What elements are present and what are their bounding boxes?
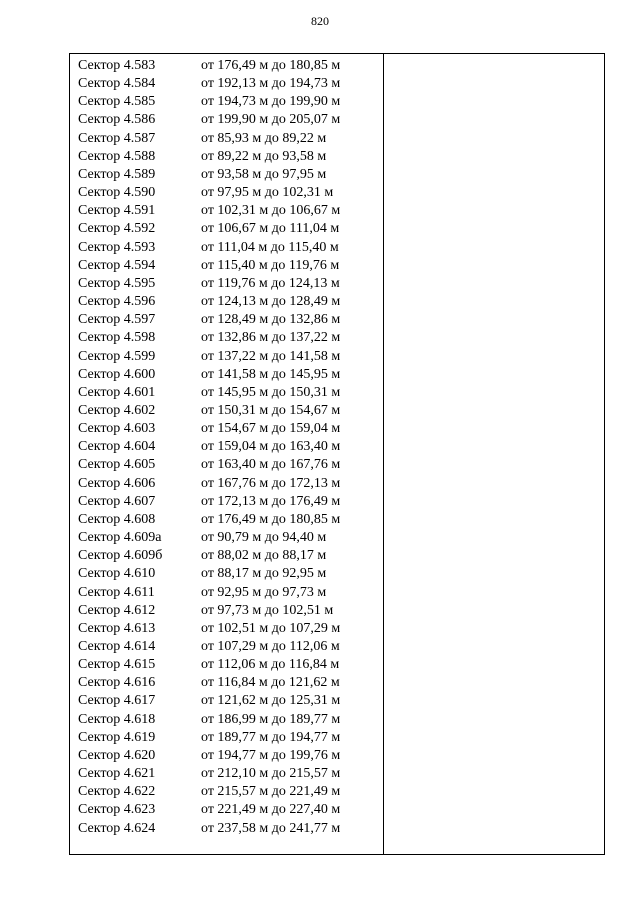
- table-row: [70, 801, 383, 819]
- sector-name: Сектор 4.599: [78, 348, 156, 364]
- sector-range: от 89,22 м до 93,58 м: [201, 148, 327, 164]
- sector-name: Сектор 4.609а: [78, 530, 162, 546]
- sector-range: от 97,73 м до 102,51 м: [201, 602, 334, 618]
- sector-range: от 163,40 м до 167,76 м: [201, 457, 341, 473]
- table-row: [70, 111, 383, 129]
- sector-range: от 124,13 м до 128,49 м: [201, 294, 341, 310]
- sector-name: Сектор 4.587: [78, 130, 156, 146]
- sector-name: Сектор 4.596: [78, 294, 156, 310]
- sector-name: Сектор 4.588: [78, 148, 156, 164]
- table-row: [70, 293, 383, 311]
- sector-range: от 237,58 м до 241,77 м: [201, 820, 341, 836]
- table-row: [70, 547, 383, 565]
- table-row: [70, 620, 383, 638]
- table-row: [70, 366, 383, 384]
- sector-name: Сектор 4.593: [78, 239, 156, 255]
- table-row: [70, 638, 383, 656]
- sector-range: от 167,76 м до 172,13 м: [201, 475, 341, 491]
- table-row: [70, 148, 383, 166]
- sector-name: Сектор 4.617: [78, 693, 156, 709]
- sector-name: Сектор 4.590: [78, 185, 156, 201]
- sector-range: от 186,99 м до 189,77 м: [201, 711, 341, 727]
- sector-name: Сектор 4.610: [78, 566, 156, 582]
- sector-range: от 212,10 м до 215,57 м: [201, 766, 341, 782]
- sector-range: от 176,49 м до 180,85 м: [201, 511, 341, 527]
- sector-name: Сектор 4.619: [78, 729, 156, 745]
- sector-name: Сектор 4.589: [78, 166, 156, 182]
- table-row: [70, 692, 383, 710]
- sector-name: Сектор 4.600: [78, 366, 156, 382]
- sector-range: от 115,40 м до 119,76 м: [201, 257, 340, 273]
- sector-range: от 141,58 м до 145,95 м: [201, 366, 341, 382]
- sector-range: от 199,90 м до 205,07 м: [201, 112, 341, 128]
- page-number: 820: [311, 14, 329, 28]
- sector-range: от 116,84 м до 121,62 м: [201, 675, 340, 691]
- sector-range: от 215,57 м до 221,49 м: [201, 784, 341, 800]
- sector-name: Сектор 4.585: [78, 94, 156, 110]
- table-row: [70, 511, 383, 529]
- table-row: [70, 783, 383, 801]
- table-row: [70, 420, 383, 438]
- sector-name: Сектор 4.603: [78, 421, 156, 437]
- sector-name: Сектор 4.605: [78, 457, 156, 473]
- sector-range: от 88,17 м до 92,95 м: [201, 566, 327, 582]
- table-row: [70, 402, 383, 420]
- sector-range: от 107,29 м до 112,06 м: [201, 639, 340, 654]
- sector-name: Сектор 4.584: [78, 76, 156, 92]
- table-row: [70, 239, 383, 257]
- sector-name: Сектор 4.621: [78, 766, 156, 782]
- sector-range: от 150,31 м до 154,67 м: [201, 402, 341, 418]
- sector-range: от 102,31 м до 106,67 м: [201, 203, 341, 219]
- sector-range: от 189,77 м до 194,77 м: [201, 729, 341, 745]
- sector-name: Сектор 4.601: [78, 384, 156, 400]
- sector-range: от 85,93 м до 89,22 м: [201, 130, 327, 146]
- table-row: [70, 729, 383, 747]
- table-row: [70, 184, 383, 202]
- sector-name: Сектор 4.615: [78, 657, 156, 673]
- sector-range: от 92,95 м до 97,73 м: [201, 584, 327, 600]
- table-row: [70, 57, 383, 75]
- sector-name: Сектор 4.612: [78, 602, 156, 618]
- sector-range: от 119,76 м до 124,13 м: [201, 275, 340, 291]
- sector-range: от 194,73 м до 199,90 м: [201, 94, 341, 110]
- sector-table: [69, 53, 605, 855]
- sector-name: Сектор 4.622: [78, 784, 156, 800]
- sector-range: от 128,49 м до 132,86 м: [201, 312, 341, 328]
- column-divider: [383, 54, 384, 854]
- table-row: [70, 747, 383, 765]
- sector-name: Сектор 4.611: [78, 584, 155, 600]
- sector-range: от 145,95 м до 150,31 м: [201, 384, 341, 400]
- sector-rows: [70, 57, 383, 838]
- sector-range: от 132,86 м до 137,22 м: [201, 330, 341, 346]
- sector-range: от 106,67 м до 111,04 м: [201, 221, 340, 237]
- sector-name: Сектор 4.618: [78, 711, 156, 727]
- sector-range: от 102,51 м до 107,29 м: [201, 620, 341, 636]
- table-row: [70, 602, 383, 620]
- sector-name: Сектор 4.613: [78, 620, 156, 636]
- sector-name: Сектор 4.604: [78, 439, 156, 455]
- sector-range: от 192,13 м до 194,73 м: [201, 76, 341, 92]
- sector-range: от 172,13 м до 176,49 м: [201, 493, 341, 509]
- sector-name: Сектор 4.594: [78, 257, 156, 273]
- sector-name: Сектор 4.608: [78, 511, 156, 527]
- table-row: [70, 456, 383, 474]
- sector-range: от 154,67 м до 159,04 м: [201, 421, 341, 437]
- sector-range: от 112,06 м до 116,84 м: [201, 657, 340, 673]
- table-row: [70, 130, 383, 148]
- table-row: [70, 329, 383, 347]
- table-row: [70, 220, 383, 238]
- table-row: [70, 166, 383, 184]
- table-row: [70, 348, 383, 366]
- sector-name: Сектор 4.624: [78, 820, 156, 836]
- table-row: [70, 711, 383, 729]
- table-row: [70, 438, 383, 456]
- sector-name: Сектор 4.616: [78, 675, 156, 691]
- sector-name: Сектор 4.597: [78, 312, 156, 328]
- table-row: [70, 656, 383, 674]
- sector-range: от 90,79 м до 94,40 м: [201, 530, 327, 546]
- table-row: [70, 529, 383, 547]
- sector-name: Сектор 4.591: [78, 203, 156, 219]
- table-row: [70, 584, 383, 602]
- table-row: [70, 93, 383, 111]
- sector-range: от 88,02 м до 88,17 м: [201, 548, 327, 564]
- table-row: [70, 275, 383, 293]
- sector-range: от 137,22 м до 141,58 м: [201, 348, 341, 364]
- sector-name: Сектор 4.620: [78, 747, 156, 763]
- table-row: [70, 765, 383, 783]
- table-row: [70, 674, 383, 692]
- sector-name: Сектор 4.586: [78, 112, 156, 128]
- sector-range: от 194,77 м до 199,76 м: [201, 747, 341, 763]
- sector-name: Сектор 4.598: [78, 330, 156, 346]
- table-row: [70, 493, 383, 511]
- table-row: [70, 75, 383, 93]
- table-row: [70, 311, 383, 329]
- sector-name: Сектор 4.595: [78, 275, 156, 291]
- sector-name: Сектор 4.614: [78, 639, 156, 654]
- sector-name: Сектор 4.623: [78, 802, 156, 818]
- table-row: [70, 475, 383, 493]
- sector-range: от 159,04 м до 163,40 м: [201, 439, 341, 455]
- table-row: [70, 565, 383, 583]
- sector-range: от 121,62 м до 125,31 м: [201, 693, 341, 709]
- sector-name: Сектор 4.606: [78, 475, 156, 491]
- sector-range: от 176,49 м до 180,85 м: [201, 58, 341, 73]
- sector-name: Сектор 4.602: [78, 402, 156, 418]
- sector-name: Сектор 4.583: [78, 58, 156, 73]
- table-row: [70, 257, 383, 275]
- sector-range: от 221,49 м до 227,40 м: [201, 802, 341, 818]
- table-row: [70, 202, 383, 220]
- sector-range: от 93,58 м до 97,95 м: [201, 166, 327, 182]
- sector-name: Сектор 4.607: [78, 493, 156, 509]
- table-row: [70, 820, 383, 838]
- sector-range: от 111,04 м до 115,40 м: [201, 239, 339, 255]
- table-row: [70, 384, 383, 402]
- sector-name: Сектор 4.609б: [78, 548, 163, 564]
- sector-name: Сектор 4.592: [78, 221, 156, 237]
- sector-range: от 97,95 м до 102,31 м: [201, 185, 334, 201]
